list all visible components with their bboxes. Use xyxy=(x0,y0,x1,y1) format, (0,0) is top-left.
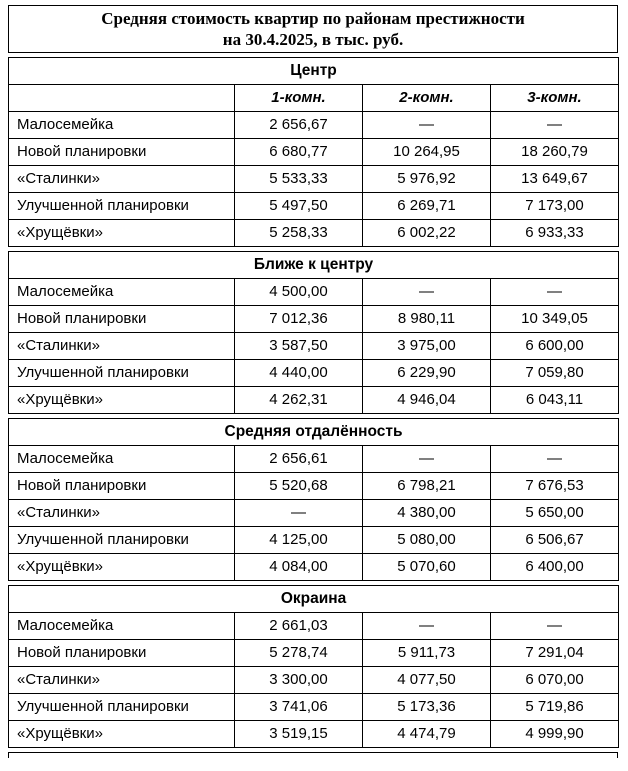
table-sections xyxy=(8,57,620,748)
row-label: «Сталинки» xyxy=(9,667,235,694)
row-label: «Хрущёвки» xyxy=(9,554,235,581)
section-table-1 xyxy=(8,57,619,247)
row-label: «Сталинки» xyxy=(9,166,235,193)
cell-value: 5 278,74 xyxy=(235,640,363,667)
table-row xyxy=(9,667,619,694)
section-header: Центр xyxy=(9,58,619,85)
title-line-1: Средняя стоимость квартир по районам престижности xyxy=(101,9,525,28)
cell-value: 4 474,79 xyxy=(363,721,491,748)
cell-value: 5 258,33 xyxy=(235,220,363,247)
cell-value: 6 043,11 xyxy=(491,387,619,414)
cell-value: 7 291,04 xyxy=(491,640,619,667)
cell-value: 6 269,71 xyxy=(363,193,491,220)
cell-value: 10 349,05 xyxy=(491,306,619,333)
row-label: Новой планировки xyxy=(9,139,235,166)
row-label: Улучшенной планировки xyxy=(9,527,235,554)
row-label: «Сталинки» xyxy=(9,500,235,527)
cell-value: 2 661,03 xyxy=(235,613,363,640)
cell-value: 6 600,00 xyxy=(491,333,619,360)
section-table-3 xyxy=(8,418,619,581)
row-label: Новой планировки xyxy=(9,306,235,333)
cell-value: 5 533,33 xyxy=(235,166,363,193)
cell-value: 2 656,61 xyxy=(235,446,363,473)
table-title xyxy=(8,5,618,53)
cell-value: — xyxy=(235,500,363,527)
cell-value: 5 911,73 xyxy=(363,640,491,667)
cell-value: 4 262,31 xyxy=(235,387,363,414)
table-row xyxy=(9,694,619,721)
row-label: Малосемейка xyxy=(9,279,235,306)
section-header-row xyxy=(9,58,619,85)
cell-value: 3 587,50 xyxy=(235,333,363,360)
table-cutoff-row xyxy=(8,752,618,758)
cell-value: 5 719,86 xyxy=(491,694,619,721)
cell-value: — xyxy=(491,613,619,640)
cell-value: — xyxy=(363,279,491,306)
row-label: Малосемейка xyxy=(9,112,235,139)
cell-value: — xyxy=(491,279,619,306)
column-header-row xyxy=(9,85,619,112)
column-header-1: 1-комн. xyxy=(235,85,363,112)
cell-value: 4 999,90 xyxy=(491,721,619,748)
cell-value: 4 500,00 xyxy=(235,279,363,306)
cell-value: 6 680,77 xyxy=(235,139,363,166)
table-row xyxy=(9,360,619,387)
row-label: «Сталинки» xyxy=(9,333,235,360)
table-row xyxy=(9,473,619,500)
table-row xyxy=(9,527,619,554)
row-label: «Хрущёвки» xyxy=(9,387,235,414)
column-header-2: 2-комн. xyxy=(363,85,491,112)
cell-value: — xyxy=(491,112,619,139)
row-label: Малосемейка xyxy=(9,446,235,473)
cell-value: 3 519,15 xyxy=(235,721,363,748)
section-header: Ближе к центру xyxy=(9,252,619,279)
cell-value: 18 260,79 xyxy=(491,139,619,166)
cell-value: 4 440,00 xyxy=(235,360,363,387)
table-row xyxy=(9,166,619,193)
cell-value: — xyxy=(363,446,491,473)
section-header-row xyxy=(9,586,619,613)
cell-value: 3 741,06 xyxy=(235,694,363,721)
cell-value: 13 649,67 xyxy=(491,166,619,193)
table-row xyxy=(9,306,619,333)
table-row xyxy=(9,112,619,139)
table-row xyxy=(9,500,619,527)
cell-value: — xyxy=(363,613,491,640)
cell-value: 4 077,50 xyxy=(363,667,491,694)
cell-value: 2 656,67 xyxy=(235,112,363,139)
cell-value: — xyxy=(491,446,619,473)
cell-value: 5 497,50 xyxy=(235,193,363,220)
table-row xyxy=(9,446,619,473)
cell-value: 4 125,00 xyxy=(235,527,363,554)
section-header: Средняя отдалённость xyxy=(9,419,619,446)
cell-value: 5 976,92 xyxy=(363,166,491,193)
cell-value: 6 798,21 xyxy=(363,473,491,500)
cell-value: 6 002,22 xyxy=(363,220,491,247)
cell-value: 7 676,53 xyxy=(491,473,619,500)
section-header-row xyxy=(9,252,619,279)
table-row xyxy=(9,333,619,360)
row-label: Улучшенной планировки xyxy=(9,193,235,220)
table-row xyxy=(9,220,619,247)
section-table-2 xyxy=(8,251,619,414)
cell-value: 3 300,00 xyxy=(235,667,363,694)
table-row xyxy=(9,613,619,640)
cell-value: 4 380,00 xyxy=(363,500,491,527)
cell-value: 3 975,00 xyxy=(363,333,491,360)
row-label: Улучшенной планировки xyxy=(9,694,235,721)
table-row xyxy=(9,721,619,748)
row-label: «Хрущёвки» xyxy=(9,721,235,748)
cell-value: 4 084,00 xyxy=(235,554,363,581)
cell-value: 5 080,00 xyxy=(363,527,491,554)
cell-value: 7 173,00 xyxy=(491,193,619,220)
cell-value: 6 400,00 xyxy=(491,554,619,581)
table-row xyxy=(9,279,619,306)
row-label: «Хрущёвки» xyxy=(9,220,235,247)
cell-value: 6 070,00 xyxy=(491,667,619,694)
table-row xyxy=(9,640,619,667)
cell-value: 5 070,60 xyxy=(363,554,491,581)
cell-value: 7 012,36 xyxy=(235,306,363,333)
table-row xyxy=(9,387,619,414)
cell-value: 5 520,68 xyxy=(235,473,363,500)
cell-value: 6 229,90 xyxy=(363,360,491,387)
cell-value: 8 980,11 xyxy=(363,306,491,333)
column-header-empty xyxy=(9,85,235,112)
title-line-2: на 30.4.2025, в тыс. руб. xyxy=(222,30,404,49)
section-header: Окраина xyxy=(9,586,619,613)
cell-value: 6 506,67 xyxy=(491,527,619,554)
cell-value: 4 946,04 xyxy=(363,387,491,414)
row-label: Новой планировки xyxy=(9,640,235,667)
cell-value: 5 650,00 xyxy=(491,500,619,527)
cell-value: 5 173,36 xyxy=(363,694,491,721)
column-header-3: 3-комн. xyxy=(491,85,619,112)
cell-value: 6 933,33 xyxy=(491,220,619,247)
row-label: Малосемейка xyxy=(9,613,235,640)
cell-value: — xyxy=(363,112,491,139)
cell-value: 10 264,95 xyxy=(363,139,491,166)
table-row xyxy=(9,554,619,581)
table-row xyxy=(9,193,619,220)
section-header-row xyxy=(9,419,619,446)
section-table-4 xyxy=(8,585,619,748)
table-row xyxy=(9,139,619,166)
row-label: Новой планировки xyxy=(9,473,235,500)
row-label: Улучшенной планировки xyxy=(9,360,235,387)
cell-value: 7 059,80 xyxy=(491,360,619,387)
